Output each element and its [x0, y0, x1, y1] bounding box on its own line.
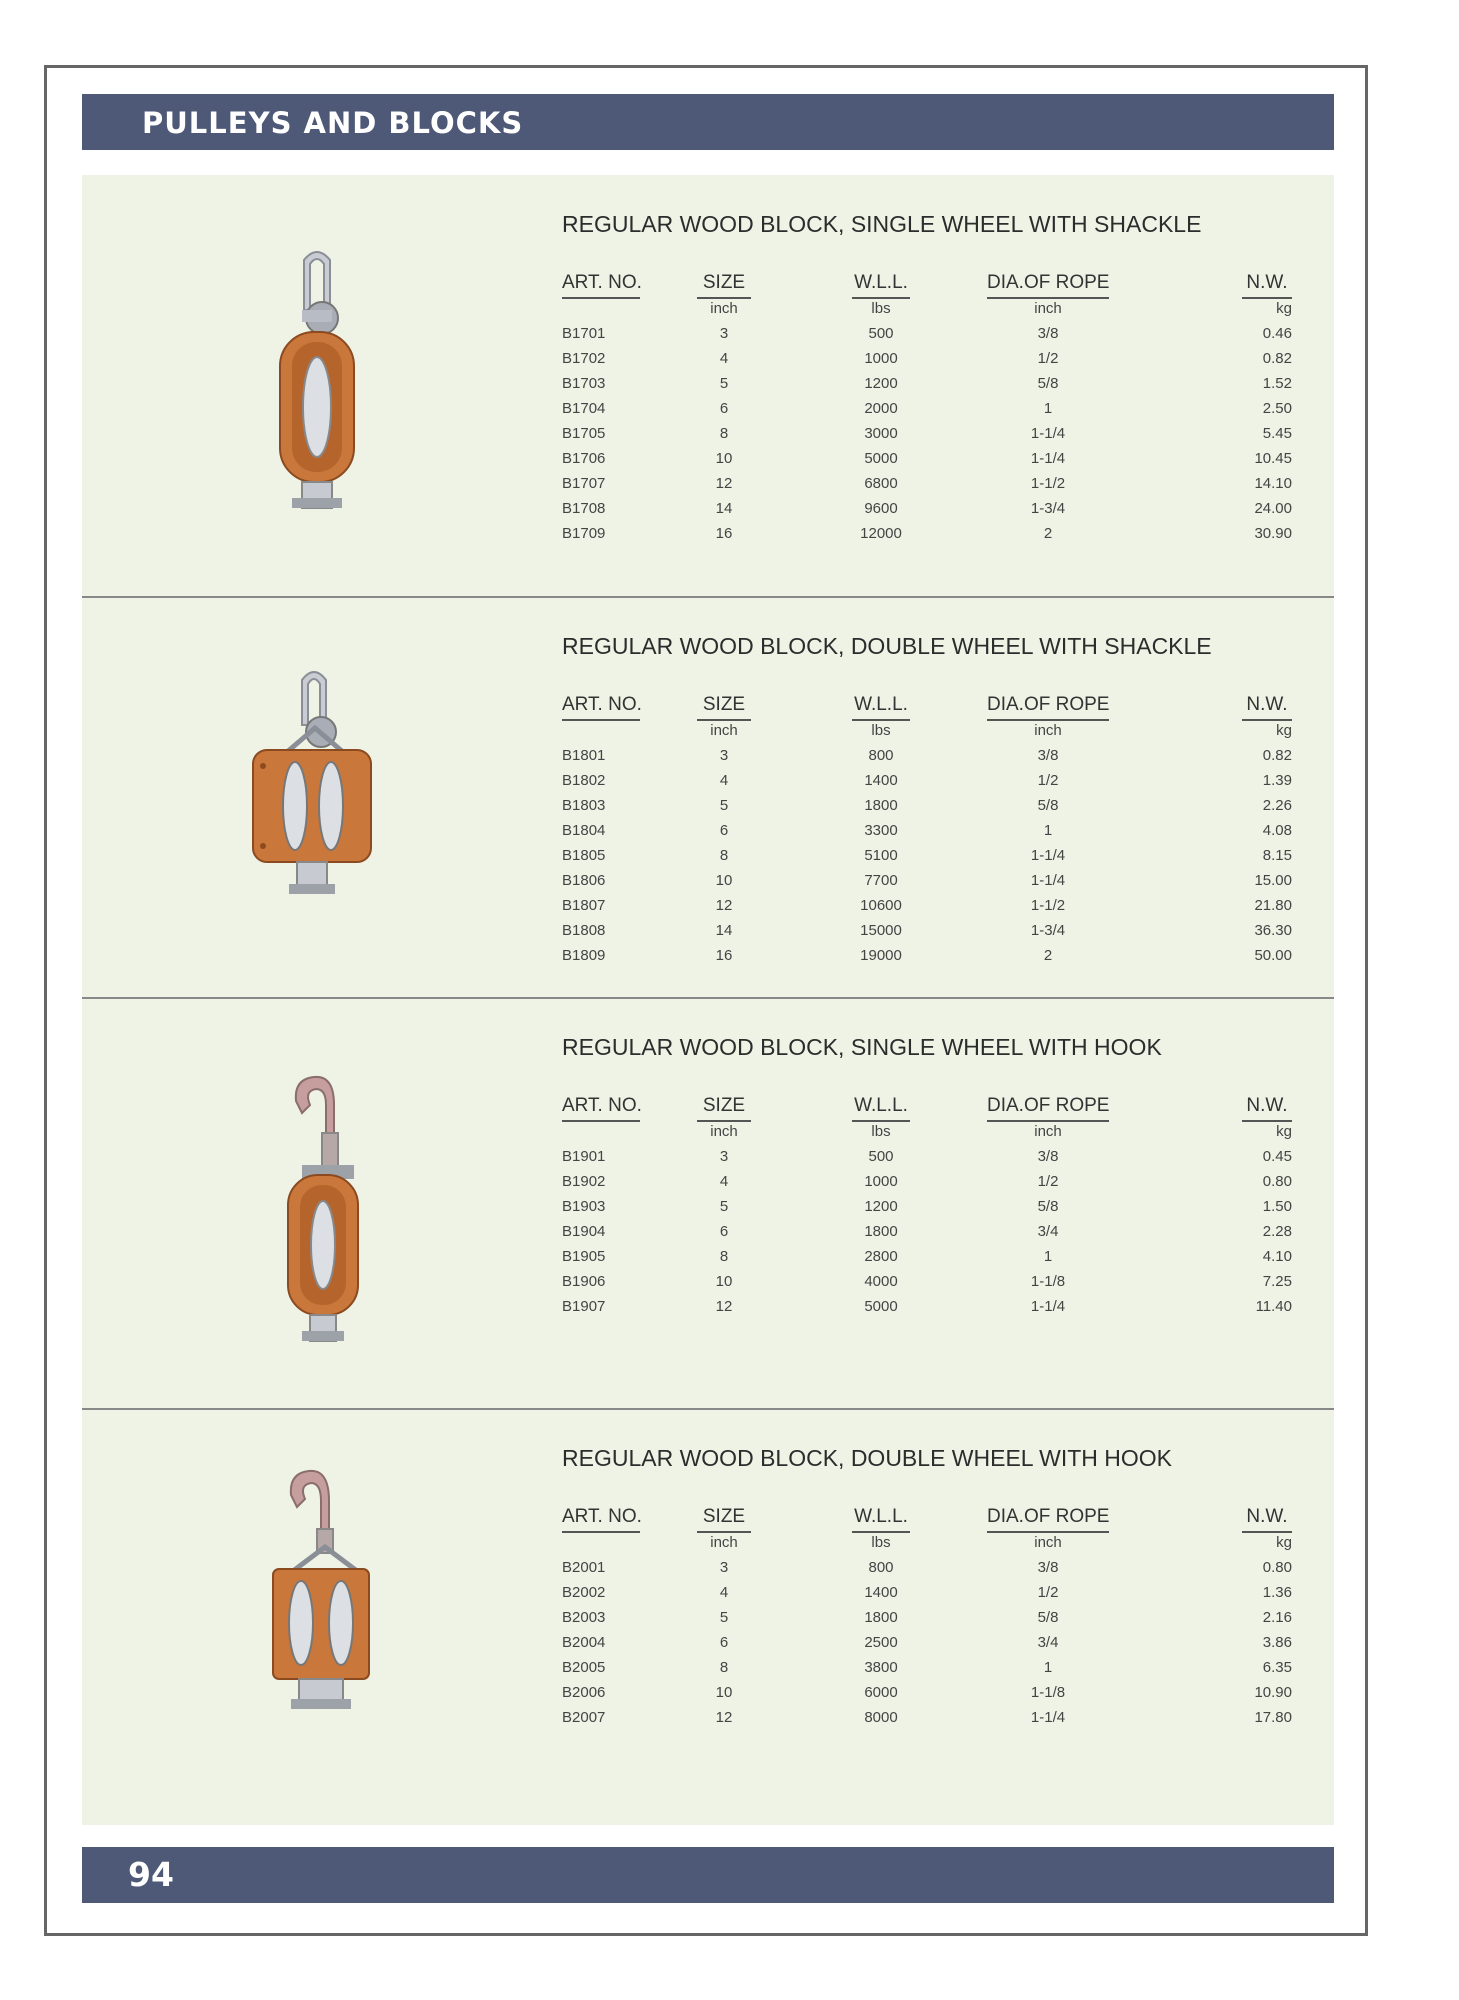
cell-nw: 0.82 — [1262, 350, 1292, 367]
cell-wll: 2500 — [864, 1634, 898, 1651]
page-title: PULLEYS AND BLOCKS — [142, 106, 524, 140]
col-header-wll-label: W.L.L. — [854, 272, 908, 293]
cell-nw: 5.45 — [1262, 425, 1292, 442]
unit-size: inch — [710, 722, 738, 739]
cell-size: 5 — [719, 1609, 729, 1626]
col-header-wll-label: W.L.L. — [854, 1095, 908, 1116]
cell-art-no: B1902 — [562, 1173, 606, 1190]
header-underline — [852, 719, 910, 721]
cell-art-no: B1903 — [562, 1198, 606, 1215]
cell-nw: 24.00 — [1254, 500, 1292, 517]
cell-nw: 7.25 — [1262, 1273, 1292, 1290]
cell-size: 3 — [719, 325, 729, 342]
header-underline — [852, 297, 910, 299]
cell-dia-rope: 1-1/4 — [1030, 872, 1066, 889]
cell-size: 3 — [719, 1148, 729, 1165]
cell-art-no: B1708 — [562, 500, 606, 517]
cell-dia-rope: 3/8 — [1037, 325, 1059, 342]
cell-dia-rope: 1-1/4 — [1030, 1298, 1066, 1315]
cell-dia-rope: 5/8 — [1037, 375, 1059, 392]
table-row — [82, 1684, 1334, 1709]
cell-nw: 21.80 — [1254, 897, 1292, 914]
cell-nw: 6.35 — [1262, 1659, 1292, 1676]
cell-size: 4 — [719, 350, 729, 367]
cell-size: 8 — [719, 847, 729, 864]
section-divider — [82, 596, 1334, 598]
cell-size: 12 — [715, 475, 733, 492]
cell-dia-rope: 3/4 — [1037, 1634, 1059, 1651]
unit-nw: kg — [1276, 1123, 1292, 1140]
cell-nw: 4.08 — [1262, 822, 1292, 839]
header-underline — [987, 1531, 1109, 1533]
cell-art-no: B2002 — [562, 1584, 606, 1601]
page-footer — [82, 1847, 1334, 1903]
col-header-size-label: SIZE — [702, 1506, 746, 1527]
table-row — [82, 1273, 1334, 1298]
cell-wll: 1400 — [864, 772, 898, 789]
cell-art-no: B1804 — [562, 822, 606, 839]
cell-size: 12 — [715, 1709, 733, 1726]
cell-nw: 3.86 — [1262, 1634, 1292, 1651]
col-header-nw-label: N.W. — [1246, 1095, 1288, 1116]
cell-nw: 8.15 — [1262, 847, 1292, 864]
cell-nw: 10.90 — [1254, 1684, 1292, 1701]
table-row — [82, 1148, 1334, 1173]
cell-dia-rope: 5/8 — [1037, 1609, 1059, 1626]
cell-art-no: B2001 — [562, 1559, 606, 1576]
cell-art-no: B1701 — [562, 325, 606, 342]
col-header-dia-rope-label: DIA.OF ROPE — [987, 272, 1110, 293]
header-underline — [1242, 297, 1292, 299]
table-row — [82, 1198, 1334, 1223]
table-row — [82, 400, 1334, 425]
cell-wll: 5000 — [864, 450, 898, 467]
cell-dia-rope: 1 — [1043, 400, 1053, 417]
cell-nw: 0.82 — [1262, 747, 1292, 764]
header-underline — [987, 297, 1109, 299]
cell-wll: 3000 — [864, 425, 898, 442]
cell-nw: 1.50 — [1262, 1198, 1292, 1215]
cell-size: 6 — [719, 400, 729, 417]
cell-wll: 5100 — [864, 847, 898, 864]
cell-nw: 4.10 — [1262, 1248, 1292, 1265]
cell-wll: 3800 — [864, 1659, 898, 1676]
cell-art-no: B1705 — [562, 425, 606, 442]
table-row — [82, 1609, 1334, 1634]
cell-dia-rope: 1-1/8 — [1030, 1684, 1066, 1701]
cell-art-no: B2007 — [562, 1709, 606, 1726]
table-row — [82, 475, 1334, 500]
cell-art-no: B1709 — [562, 525, 606, 542]
col-header-nw — [1242, 272, 1292, 299]
cell-size: 6 — [719, 1634, 729, 1651]
cell-wll: 1000 — [864, 1173, 898, 1190]
cell-dia-rope: 5/8 — [1037, 797, 1059, 814]
section-title: REGULAR WOOD BLOCK, SINGLE WHEEL WITH SHACKLE — [562, 211, 1202, 237]
cell-wll: 3300 — [864, 822, 898, 839]
cell-art-no: B2004 — [562, 1634, 606, 1651]
cell-size: 5 — [719, 1198, 729, 1215]
table-row — [82, 1173, 1334, 1198]
cell-nw: 15.00 — [1254, 872, 1292, 889]
col-header-size — [697, 694, 751, 721]
cell-nw: 1.52 — [1262, 375, 1292, 392]
col-header-nw-label: N.W. — [1246, 694, 1288, 715]
cell-art-no: B1703 — [562, 375, 606, 392]
col-header-dia-rope — [987, 1506, 1109, 1533]
col-header-dia-rope — [987, 272, 1109, 299]
col-header-wll — [852, 694, 910, 721]
header-underline — [987, 719, 1109, 721]
table-row — [82, 350, 1334, 375]
cell-art-no: B1805 — [562, 847, 606, 864]
cell-nw: 50.00 — [1254, 947, 1292, 964]
table-row — [82, 1659, 1334, 1684]
cell-size: 8 — [719, 1659, 729, 1676]
cell-wll: 9600 — [864, 500, 898, 517]
table-row — [82, 500, 1334, 525]
section-title: REGULAR WOOD BLOCK, DOUBLE WHEEL WITH SHACKLE — [562, 633, 1212, 659]
unit-wll: lbs — [871, 1534, 891, 1551]
header-underline — [1242, 719, 1292, 721]
cell-art-no: B2006 — [562, 1684, 606, 1701]
cell-size: 8 — [719, 425, 729, 442]
col-header-art-no-label: ART. NO. — [562, 694, 642, 715]
unit-wll: lbs — [871, 722, 891, 739]
cell-nw: 1.36 — [1262, 1584, 1292, 1601]
cell-art-no: B2003 — [562, 1609, 606, 1626]
table-row — [82, 425, 1334, 450]
cell-wll: 6800 — [864, 475, 898, 492]
cell-dia-rope: 1-1/4 — [1030, 450, 1066, 467]
col-header-nw — [1242, 694, 1292, 721]
table-row — [82, 1223, 1334, 1248]
cell-size: 12 — [715, 897, 733, 914]
col-header-size — [697, 1506, 751, 1533]
cell-art-no: B1801 — [562, 747, 606, 764]
table-row — [82, 847, 1334, 872]
cell-nw: 2.26 — [1262, 797, 1292, 814]
col-header-nw-label: N.W. — [1246, 1506, 1288, 1527]
col-header-dia-rope-label: DIA.OF ROPE — [987, 1095, 1110, 1116]
cell-wll: 7700 — [864, 872, 898, 889]
cell-size: 10 — [715, 872, 733, 889]
unit-rope: inch — [1034, 300, 1062, 317]
cell-size: 4 — [719, 1173, 729, 1190]
cell-dia-rope: 1/2 — [1037, 350, 1059, 367]
cell-wll: 1800 — [864, 1609, 898, 1626]
unit-size: inch — [710, 1123, 738, 1140]
cell-nw: 0.46 — [1262, 325, 1292, 342]
unit-size: inch — [710, 1534, 738, 1551]
cell-dia-rope: 1-1/8 — [1030, 1273, 1066, 1290]
cell-dia-rope: 1 — [1043, 822, 1053, 839]
cell-size: 10 — [715, 1273, 733, 1290]
cell-nw: 0.80 — [1262, 1173, 1292, 1190]
cell-nw: 10.45 — [1254, 450, 1292, 467]
unit-nw: kg — [1276, 722, 1292, 739]
table-row — [82, 375, 1334, 400]
col-header-art-no — [562, 1506, 640, 1533]
table-row — [82, 897, 1334, 922]
cell-wll: 2800 — [864, 1248, 898, 1265]
cell-nw: 17.80 — [1254, 1709, 1292, 1726]
cell-wll: 12000 — [860, 525, 902, 542]
table-row — [82, 947, 1334, 972]
col-header-wll — [852, 272, 910, 299]
section-title: REGULAR WOOD BLOCK, SINGLE WHEEL WITH HOOK — [562, 1034, 1162, 1060]
unit-rope: inch — [1034, 722, 1062, 739]
col-header-nw-label: N.W. — [1246, 272, 1288, 293]
header-underline — [1242, 1120, 1292, 1122]
cell-dia-rope: 2 — [1043, 525, 1053, 542]
cell-nw: 14.10 — [1254, 475, 1292, 492]
cell-size: 3 — [719, 1559, 729, 1576]
cell-art-no: B1905 — [562, 1248, 606, 1265]
cell-size: 5 — [719, 375, 729, 392]
cell-size: 6 — [719, 1223, 729, 1240]
cell-dia-rope: 1-1/2 — [1030, 475, 1066, 492]
cell-size: 16 — [715, 525, 733, 542]
table-row — [82, 797, 1334, 822]
unit-nw: kg — [1276, 1534, 1292, 1551]
unit-wll: lbs — [871, 1123, 891, 1140]
cell-art-no: B1707 — [562, 475, 606, 492]
cell-art-no: B1803 — [562, 797, 606, 814]
cell-wll: 1800 — [864, 797, 898, 814]
cell-wll: 4000 — [864, 1273, 898, 1290]
header-underline — [697, 1120, 751, 1122]
header-underline — [562, 719, 640, 721]
cell-nw: 2.50 — [1262, 400, 1292, 417]
cell-art-no: B1809 — [562, 947, 606, 964]
cell-size: 5 — [719, 797, 729, 814]
cell-nw: 0.80 — [1262, 1559, 1292, 1576]
table-row — [82, 1559, 1334, 1584]
cell-wll: 6000 — [864, 1684, 898, 1701]
cell-art-no: B1706 — [562, 450, 606, 467]
cell-dia-rope: 1 — [1043, 1659, 1053, 1676]
header-underline — [697, 297, 751, 299]
unit-nw: kg — [1276, 300, 1292, 317]
cell-dia-rope: 3/4 — [1037, 1223, 1059, 1240]
cell-dia-rope: 1-1/2 — [1030, 897, 1066, 914]
cell-dia-rope: 1-1/4 — [1030, 1709, 1066, 1726]
cell-wll: 5000 — [864, 1298, 898, 1315]
cell-nw: 1.39 — [1262, 772, 1292, 789]
col-header-size-label: SIZE — [702, 694, 746, 715]
page-number: 94 — [128, 1855, 174, 1894]
header-underline — [852, 1531, 910, 1533]
cell-nw: 2.16 — [1262, 1609, 1292, 1626]
cell-size: 14 — [715, 922, 733, 939]
cell-nw: 2.28 — [1262, 1223, 1292, 1240]
cell-size: 3 — [719, 747, 729, 764]
cell-dia-rope: 5/8 — [1037, 1198, 1059, 1215]
col-header-art-no-label: ART. NO. — [562, 1506, 642, 1527]
cell-dia-rope: 1-3/4 — [1030, 922, 1066, 939]
cell-dia-rope: 1 — [1043, 1248, 1053, 1265]
col-header-art-no — [562, 1095, 640, 1122]
table-row — [82, 922, 1334, 947]
table-row — [82, 1634, 1334, 1659]
header-underline — [562, 297, 640, 299]
table-row — [82, 325, 1334, 350]
table-row — [82, 1584, 1334, 1609]
cell-wll: 1800 — [864, 1223, 898, 1240]
cell-art-no: B1901 — [562, 1148, 606, 1165]
col-header-size — [697, 272, 751, 299]
header-underline — [852, 1120, 910, 1122]
table-row — [82, 1248, 1334, 1273]
cell-dia-rope: 1-3/4 — [1030, 500, 1066, 517]
cell-wll: 8000 — [864, 1709, 898, 1726]
cell-dia-rope: 3/8 — [1037, 747, 1059, 764]
cell-size: 10 — [715, 450, 733, 467]
cell-nw: 36.30 — [1254, 922, 1292, 939]
cell-art-no: B2005 — [562, 1659, 606, 1676]
cell-wll: 1000 — [864, 350, 898, 367]
cell-art-no: B1802 — [562, 772, 606, 789]
table-row — [82, 1298, 1334, 1323]
table-row — [82, 450, 1334, 475]
section-divider — [82, 1408, 1334, 1410]
col-header-nw — [1242, 1506, 1292, 1533]
header-underline — [697, 719, 751, 721]
cell-wll: 500 — [868, 325, 894, 342]
cell-art-no: B1704 — [562, 400, 606, 417]
cell-dia-rope: 1/2 — [1037, 1584, 1059, 1601]
cell-dia-rope: 1/2 — [1037, 1173, 1059, 1190]
table-row — [82, 772, 1334, 797]
col-header-wll — [852, 1095, 910, 1122]
cell-wll: 1400 — [864, 1584, 898, 1601]
cell-dia-rope: 1-1/4 — [1030, 425, 1066, 442]
cell-art-no: B1702 — [562, 350, 606, 367]
cell-size: 8 — [719, 1248, 729, 1265]
col-header-dia-rope — [987, 694, 1109, 721]
cell-size: 12 — [715, 1298, 733, 1315]
table-row — [82, 747, 1334, 772]
unit-size: inch — [710, 300, 738, 317]
cell-wll: 1200 — [864, 375, 898, 392]
cell-dia-rope: 1-1/4 — [1030, 847, 1066, 864]
col-header-size-label: SIZE — [702, 1095, 746, 1116]
col-header-dia-rope-label: DIA.OF ROPE — [987, 1506, 1110, 1527]
table-row — [82, 1709, 1334, 1734]
cell-size: 10 — [715, 1684, 733, 1701]
cell-art-no: B1906 — [562, 1273, 606, 1290]
section-title: REGULAR WOOD BLOCK, DOUBLE WHEEL WITH HOOK — [562, 1445, 1173, 1471]
col-header-art-no-label: ART. NO. — [562, 1095, 642, 1116]
cell-art-no: B1907 — [562, 1298, 606, 1315]
header-underline — [1242, 1531, 1292, 1533]
cell-nw: 0.45 — [1262, 1148, 1292, 1165]
cell-art-no: B1806 — [562, 872, 606, 889]
cell-wll: 2000 — [864, 400, 898, 417]
cell-dia-rope: 3/8 — [1037, 1148, 1059, 1165]
col-header-wll-label: W.L.L. — [854, 1506, 908, 1527]
page-header — [82, 94, 1334, 150]
col-header-art-no-label: ART. NO. — [562, 272, 642, 293]
cell-size: 6 — [719, 822, 729, 839]
col-header-dia-rope — [987, 1095, 1109, 1122]
cell-dia-rope: 2 — [1043, 947, 1053, 964]
col-header-art-no — [562, 272, 640, 299]
cell-wll: 19000 — [860, 947, 902, 964]
cell-nw: 30.90 — [1254, 525, 1292, 542]
unit-wll: lbs — [871, 300, 891, 317]
header-underline — [987, 1120, 1109, 1122]
col-header-size-label: SIZE — [702, 272, 746, 293]
cell-wll: 500 — [868, 1148, 894, 1165]
section-divider — [82, 997, 1334, 999]
table-row — [82, 872, 1334, 897]
col-header-wll — [852, 1506, 910, 1533]
cell-wll: 800 — [868, 747, 894, 764]
col-header-size — [697, 1095, 751, 1122]
col-header-nw — [1242, 1095, 1292, 1122]
catalog-content — [82, 175, 1334, 1825]
header-underline — [697, 1531, 751, 1533]
cell-size: 14 — [715, 500, 733, 517]
cell-art-no: B1808 — [562, 922, 606, 939]
cell-dia-rope: 3/8 — [1037, 1559, 1059, 1576]
cell-nw: 11.40 — [1255, 1298, 1292, 1315]
unit-rope: inch — [1034, 1123, 1062, 1140]
col-header-dia-rope-label: DIA.OF ROPE — [987, 694, 1110, 715]
table-row — [82, 822, 1334, 847]
cell-wll: 10600 — [860, 897, 902, 914]
header-underline — [562, 1120, 640, 1122]
cell-size: 16 — [715, 947, 733, 964]
cell-art-no: B1807 — [562, 897, 606, 914]
cell-dia-rope: 1/2 — [1037, 772, 1059, 789]
header-underline — [562, 1531, 640, 1533]
table-row — [82, 525, 1334, 550]
cell-size: 4 — [719, 1584, 729, 1601]
unit-rope: inch — [1034, 1534, 1062, 1551]
col-header-wll-label: W.L.L. — [854, 694, 908, 715]
cell-art-no: B1904 — [562, 1223, 606, 1240]
cell-wll: 1200 — [864, 1198, 898, 1215]
cell-size: 4 — [719, 772, 729, 789]
cell-wll: 800 — [868, 1559, 894, 1576]
cell-wll: 15000 — [860, 922, 902, 939]
col-header-art-no — [562, 694, 640, 721]
